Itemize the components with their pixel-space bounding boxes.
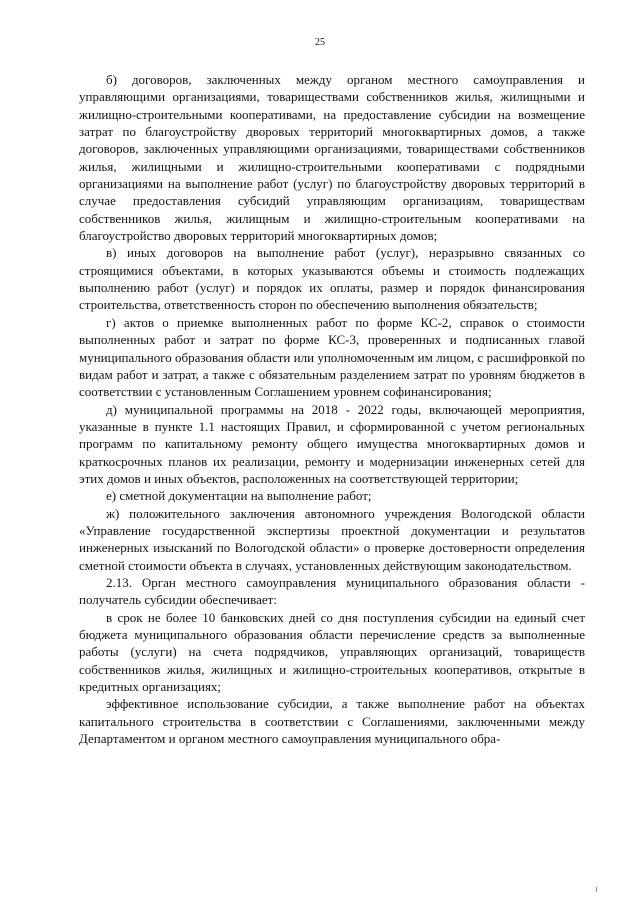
paragraph-2-13-heading: 2.13. Орган местного самоуправления муниципального образования области - получатель субсидии обеспечивает: bbox=[79, 574, 585, 608]
scan-mark bbox=[596, 887, 597, 892]
paragraph-e-estimate-documentation: е) сметной документации на выполнение работ; bbox=[106, 488, 372, 504]
paragraph-transfer-deadline: в срок не более 10 банковских дней со дня поступления субсидии на единый счет бюджета муниципального образования области перечисление средств за выполненные работы (услуги) на счета подрядчиков, управляющих организаций, товариществ собственников жилья, жилищных и жилищно-строительных кооперативов, открытые в кредитных организациях; bbox=[79, 609, 585, 695]
body-text bbox=[79, 71, 585, 747]
page-number: 25 bbox=[315, 37, 325, 48]
paragraph-g-acceptance-acts: г) актов о приемке выполненных работ по форме КС-2, справок о стоимости выполненных работ и затрат по форме КС-3, проверенных и подписанных главой муниципального образования области или уполномоченным им лицом, с расшифровкой по видам работ и затрат, а также с обязательным разделением затрат по уровням бюджетов в соответствии с установленным Соглашением уровнем софинансирования; bbox=[79, 314, 585, 400]
paragraph-v-other-contracts: в) иных договоров на выполнение работ (услуг), неразрывно связанных со строящимися объектами, в которых указываются объемы и стоимость подлежащих выполнению работ (услуг) и порядок их оплаты, размер и порядок финансирования строительства, ответственность сторон по обеспечению выполнения обязательств; bbox=[79, 245, 585, 313]
paragraph-zh-expert-conclusion: ж) положительного заключения автономного учреждения Вологодской области «Управление государственной экспертизы проектной документации и результатов инженерных изысканий по Вологодской области» о проверке достоверности определения сметной стоимости объекта в случаях, установленных действующим законодательством. bbox=[79, 505, 585, 573]
paragraph-d-municipal-program: д) муниципальной программы на 2018 - 2022 годы, включающей мероприятия, указанные в пункте 1.1 настоящих Правил, и сформированной с учетом региональных программ по капитальному ремонту общего имущества многоквартирных домов и краткосрочных планов их реализации, ремонту и модернизации инженерных сетей для этих домов и иных объектов, расположенных на соответствующей территории; bbox=[79, 401, 585, 486]
paragraph-b-contracts: б) договоров, заключенных между органом местного самоуправления и управляющими организациями, товариществами собственников жилья, жилищными и жилищно-строительными кооперативами, на предоставление субсидии на возмещение затрат по благоустройству дворовых территорий многоквартирных домов, а также договоров, заключенных управляющими организациями, товариществами собственников жилья, жилищными и жилищно-строительными кооперативами с подрядными организациями на выполнение работ (услуг) по благоустройству дворовых территорий в случае предоставления субсидий управляющим организациям, товариществам собственников жилья, жилищным и жилищно-строительным кооперативами на благоустройство дворовых территорий многоквартирных домов; bbox=[79, 72, 585, 244]
paragraph-effective-use: эффективное использование субсидии, а также выполнение работ на объектах капитального строительства в соответствии с Соглашениями, заключенными между Департаментом и органом местного самоуправления муниципального обра- bbox=[79, 696, 585, 747]
